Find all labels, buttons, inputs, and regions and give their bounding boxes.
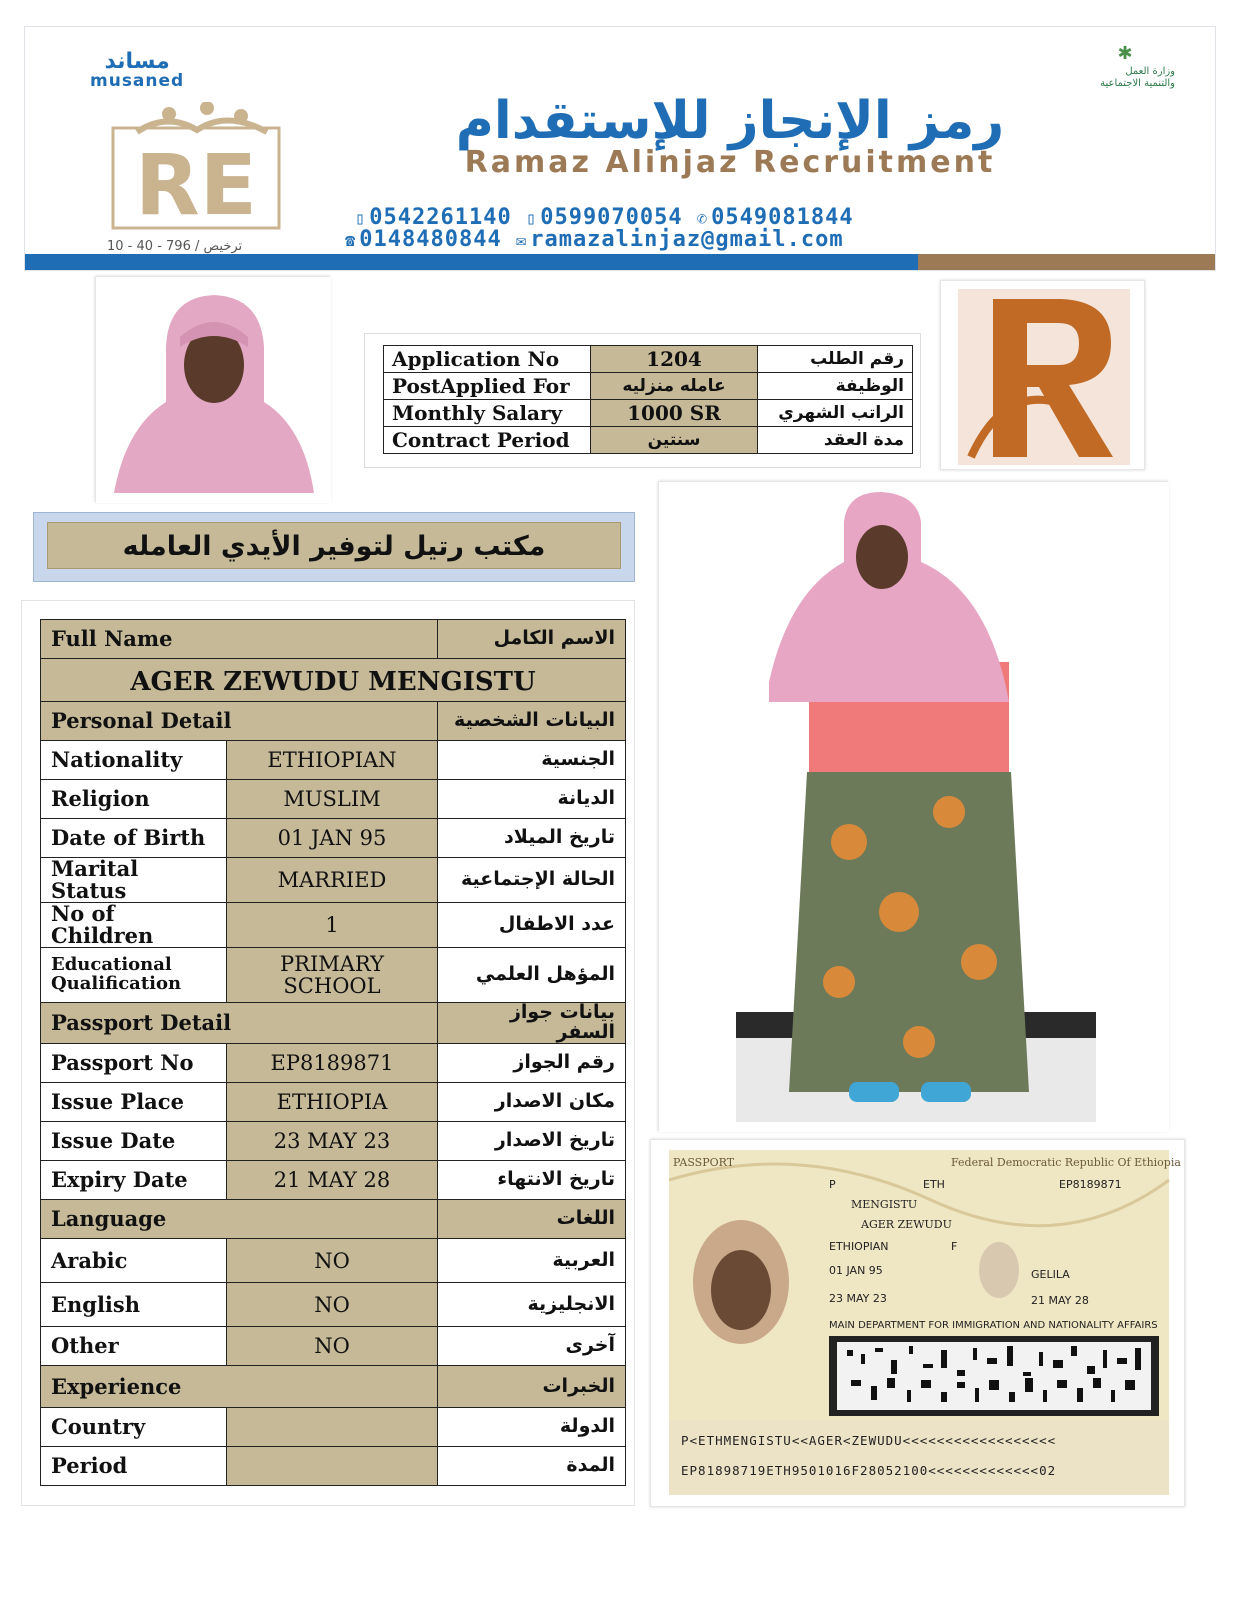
- passport-detail-header: [41, 1003, 626, 1044]
- detail-row: [41, 1239, 626, 1283]
- re-logo-letters: RE: [134, 136, 258, 232]
- passport-expiry-date: 21 MAY 28: [1031, 1294, 1089, 1307]
- full-name-row: [41, 659, 626, 702]
- detail-row: [41, 948, 626, 1003]
- office-banner: [33, 512, 635, 582]
- detail-row: [41, 1122, 626, 1161]
- passport-header-label: PASSPORT: [673, 1156, 735, 1169]
- date-of-birth-label-ar: تاريخ الميلاد: [438, 819, 626, 858]
- passport-mrz-line1: P<ETHMENGISTU<<AGER<ZEWUDU<<<<<<<<<<<<<<<<<<: [681, 1433, 1057, 1448]
- date-of-birth-value: 01 JAN 95: [227, 819, 438, 858]
- company-name-english: Ramaz Alinjaz Recruitment: [464, 145, 996, 180]
- issue-date-label: Issue Date: [41, 1122, 227, 1161]
- passport-no-label: Passport No: [41, 1044, 227, 1083]
- detail-row: [41, 780, 626, 819]
- issue-place-label-ar: مكان الاصدار: [438, 1083, 626, 1122]
- education-label-ar: المؤهل العلمي: [438, 948, 626, 1003]
- education-label: [41, 948, 227, 1003]
- expiry-date-label: Expiry Date: [41, 1161, 227, 1200]
- personal-detail-header: [41, 702, 626, 741]
- language-label: Language: [41, 1200, 438, 1239]
- passport-scan: [650, 1139, 1185, 1507]
- english-label-ar: الانجليزية: [438, 1283, 626, 1327]
- passport-type: P: [829, 1178, 836, 1191]
- period-label: Period: [41, 1447, 227, 1486]
- details-table: [40, 619, 626, 1486]
- issue-date-label-ar: تاريخ الاصدار: [438, 1122, 626, 1161]
- detail-row: [41, 1408, 626, 1447]
- experience-header: [41, 1366, 626, 1408]
- detail-row: [41, 819, 626, 858]
- musaned-logo-english: musaned: [90, 71, 185, 91]
- education-value: [227, 948, 438, 1003]
- contact-row: [345, 227, 844, 252]
- passport-given-names: AGER ZEWUDU: [861, 1218, 952, 1231]
- ministry-name-line1: وزارة العمل: [1125, 65, 1175, 77]
- religion-value: MUSLIM: [227, 780, 438, 819]
- application-summary: [364, 333, 921, 468]
- full-name-header: [41, 620, 626, 659]
- application-no-value: 1204: [591, 346, 758, 373]
- education-label-line2: Qualification: [51, 973, 182, 995]
- application-row: [384, 346, 913, 373]
- detail-row: [41, 1447, 626, 1486]
- detail-row: [41, 1083, 626, 1122]
- header-bar-brown: [918, 254, 1215, 270]
- detail-row: [41, 1161, 626, 1200]
- passport-sex: F: [951, 1240, 958, 1253]
- post-applied-label-ar: الوظيفة: [758, 373, 913, 400]
- monthly-salary-label-ar: الراتب الشهري: [758, 400, 913, 427]
- arabic-label-ar: العربية: [438, 1239, 626, 1283]
- email-icon: ✉: [515, 231, 528, 251]
- education-label-line1: Educational: [51, 954, 172, 976]
- contract-period-label: Contract Period: [384, 427, 591, 454]
- re-company-logo: [107, 102, 285, 232]
- whatsapp-icon: ✆: [696, 209, 709, 229]
- experience-label: Experience: [41, 1366, 438, 1408]
- other-language-value: NO: [227, 1327, 438, 1366]
- passport-scan-number: EP8189871: [1059, 1178, 1122, 1191]
- passport-surname: MENGISTU: [851, 1198, 918, 1211]
- detail-row: [41, 858, 626, 903]
- monthly-salary-label: Monthly Salary: [384, 400, 591, 427]
- english-value: NO: [227, 1283, 438, 1327]
- mobile-icon: ▯: [355, 209, 367, 229]
- personal-detail-label-ar: البيانات الشخصية: [438, 702, 626, 741]
- ministry-name-line2: والتنمية الاجتماعية: [1100, 78, 1175, 89]
- other-language-label-ar: آخرى: [438, 1327, 626, 1366]
- full-name-label: Full Name: [41, 620, 438, 659]
- full-name-value: AGER ZEWUDU MENGISTU: [41, 659, 626, 702]
- detail-row: [41, 741, 626, 780]
- nationality-label: Nationality: [41, 741, 227, 780]
- email-address: ramazalinjaz@gmail.com: [530, 227, 844, 252]
- palm-icon: ✱: [1117, 43, 1133, 64]
- phone-2: 0599070054: [540, 205, 683, 230]
- country-label: Country: [41, 1408, 227, 1447]
- education-value-line1: PRIMARY: [280, 952, 384, 977]
- monthly-salary-value: 1000 SR: [591, 400, 758, 427]
- children-label: No of Children: [41, 903, 227, 948]
- issue-place-label: Issue Place: [41, 1083, 227, 1122]
- contract-period-label-ar: مدة العقد: [758, 427, 913, 454]
- portrait-photo: [95, 276, 330, 502]
- expiry-date-label-ar: تاريخ الانتهاء: [438, 1161, 626, 1200]
- personal-detail-label: Personal Detail: [41, 702, 438, 741]
- application-table: [383, 345, 913, 454]
- application-row: [384, 400, 913, 427]
- marital-status-label-ar: الحالة الإجتماعية: [438, 858, 626, 903]
- passport-no-value: EP8189871: [227, 1044, 438, 1083]
- passport-no-label-ar: رقم الجواز: [438, 1044, 626, 1083]
- passport-header-country: Federal Democratic Republic Of Ethiopia: [951, 1156, 1181, 1169]
- arabic-value: NO: [227, 1239, 438, 1283]
- passport-detail-label: Passport Detail: [41, 1003, 438, 1044]
- worker-details: [21, 600, 635, 1506]
- musaned-logo-arabic: مساند: [104, 49, 170, 74]
- application-no-label: Application No: [384, 346, 591, 373]
- experience-label-ar: الخبرات: [438, 1366, 626, 1408]
- ministry-logo: [1075, 43, 1175, 91]
- arabic-label: Arabic: [41, 1239, 227, 1283]
- other-language-label: Other: [41, 1327, 227, 1366]
- passport-nationality: ETHIOPIAN: [829, 1240, 889, 1253]
- issue-place-value: ETHIOPIA: [227, 1083, 438, 1122]
- period-value: [227, 1447, 438, 1486]
- post-applied-label: PostApplied For: [384, 373, 591, 400]
- expiry-date-value: 21 MAY 28: [227, 1161, 438, 1200]
- application-no-label-ar: رقم الطلب: [758, 346, 913, 373]
- application-row: [384, 373, 913, 400]
- passport-place-of-birth: GELILA: [1031, 1268, 1070, 1281]
- passport-dob: 01 JAN 95: [829, 1264, 883, 1277]
- telephone-icon: ☎: [345, 231, 357, 251]
- application-row: [384, 427, 913, 454]
- company-name-arabic: رمز الإنجاز للإستقدام: [455, 91, 1005, 151]
- nationality-label-ar: الجنسية: [438, 741, 626, 780]
- period-label-ar: المدة: [438, 1447, 626, 1486]
- children-value: 1: [227, 903, 438, 948]
- children-label-ar: عدد الاطفال: [438, 903, 626, 948]
- education-value-line2: SCHOOL: [283, 974, 381, 999]
- issue-date-value: 23 MAY 23: [227, 1122, 438, 1161]
- detail-row: [41, 1283, 626, 1327]
- date-of-birth-label: Date of Birth: [41, 819, 227, 858]
- post-applied-value: عامله منزليه: [591, 373, 758, 400]
- detail-row: [41, 903, 626, 948]
- marital-status-value: MARRIED: [227, 858, 438, 903]
- passport-issue-date: 23 MAY 23: [829, 1292, 887, 1305]
- language-header: [41, 1200, 626, 1239]
- country-label-ar: الدولة: [438, 1408, 626, 1447]
- full-body-photo: [658, 481, 1168, 1131]
- office-name: مكتب رتيل لتوفير الأيدي العامله: [47, 522, 621, 569]
- country-value: [227, 1408, 438, 1447]
- phone-1: 0542261140: [369, 205, 512, 230]
- english-label: English: [41, 1283, 227, 1327]
- nationality-value: ETHIOPIAN: [227, 741, 438, 780]
- company-header: [24, 26, 1216, 271]
- header-bar-blue: [25, 254, 920, 270]
- religion-label-ar: الديانة: [438, 780, 626, 819]
- passport-mrz-line2: EP81898719ETH9501016F28052100<<<<<<<<<<<<<02: [681, 1463, 1057, 1478]
- detail-row: [41, 1327, 626, 1366]
- passport-country-code: ETH: [923, 1178, 945, 1191]
- marital-status-label: Marital Status: [41, 858, 227, 903]
- passport-authority: MAIN DEPARTMENT FOR IMMIGRATION AND NATIONALITY AFFAIRS: [829, 1320, 1158, 1331]
- contract-period-value: سنتين: [591, 427, 758, 454]
- phone-3: 0549081844: [711, 205, 854, 230]
- r-agency-logo: [940, 280, 1145, 470]
- mobile-icon: ▯: [525, 209, 538, 229]
- full-name-label-ar: الاسم الكامل: [438, 620, 626, 659]
- passport-detail-label-ar: بيانات جواز السفر: [438, 1003, 626, 1044]
- license-number: ترخيص / 796 - 40 - 10: [107, 239, 243, 254]
- phone-4: 0148480844: [359, 227, 502, 252]
- detail-row: [41, 1044, 626, 1083]
- language-label-ar: اللغات: [438, 1200, 626, 1239]
- musaned-logo: [90, 51, 184, 90]
- religion-label: Religion: [41, 780, 227, 819]
